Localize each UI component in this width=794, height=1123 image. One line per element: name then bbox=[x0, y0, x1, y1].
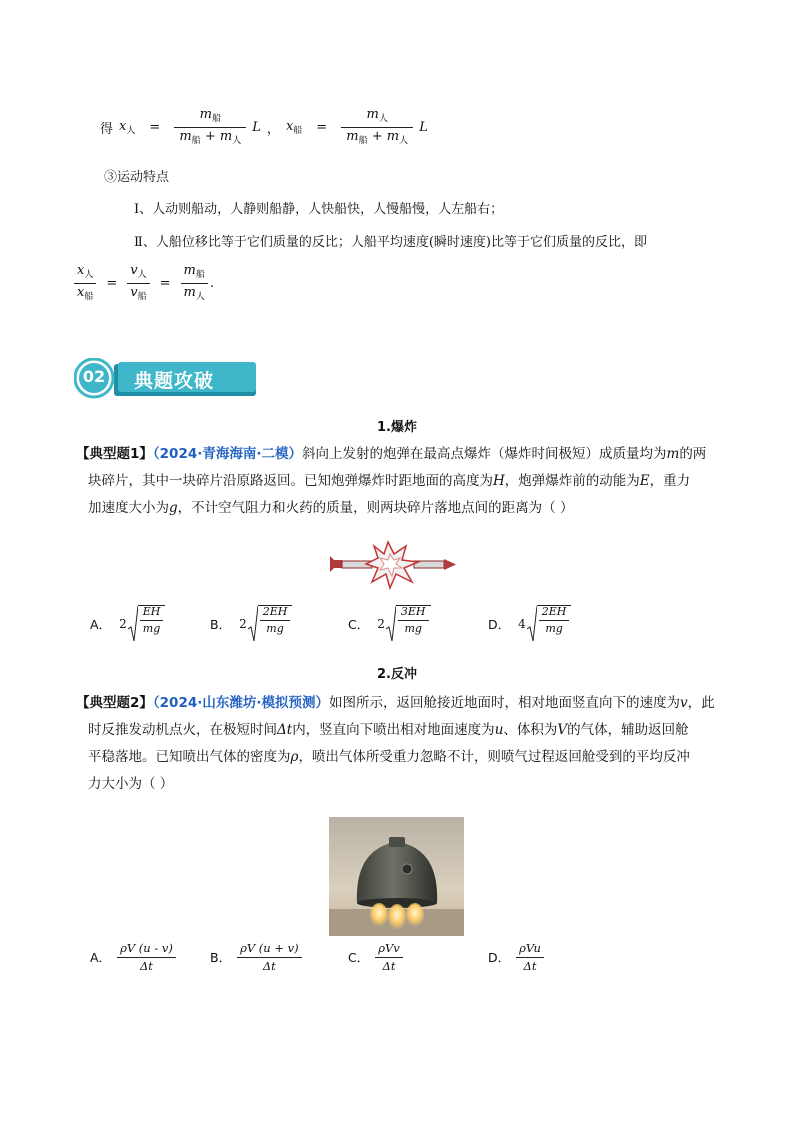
section-header bbox=[74, 358, 260, 400]
topic2-options bbox=[90, 942, 650, 982]
topic2-label: 【典型题2】 bbox=[76, 695, 153, 711]
equals-sign: = bbox=[149, 119, 161, 135]
topic2-option-b[interactable]: B． $\frac{\rho V (u + v)}{\Delta t}$ bbox=[210, 942, 302, 972]
topic1-option-a[interactable]: A． 2 $\frac{EH}{mg}$ bbox=[90, 605, 165, 643]
topic2-option-d[interactable]: D． $\frac{\text{ρVu}}{\Delta t}$ bbox=[488, 942, 544, 972]
comma: ， bbox=[266, 121, 280, 137]
sqrt-icon: $\frac{3EH}{mg}$ bbox=[386, 605, 431, 643]
ratio-formula-row bbox=[74, 264, 214, 303]
topic2-line-1: 【典型题2】（2024·山东潍坊·模拟预测）如图所示，返回舱接近地面时，相对地面竖直向下的速度为v，此 bbox=[76, 695, 715, 711]
length-symbol: L bbox=[252, 119, 261, 135]
topic1-line-2: 块碎片，其中一块碎片沿原路返回。已知炮弹爆炸时距地面的高度为H，炮弹爆炸前的动能为E，重力 bbox=[88, 473, 691, 489]
period: . bbox=[209, 275, 215, 291]
topic2-line-2: 时反推发动机点火，在极短时间Δt内，竖直向下喷出相对地面速度为u、体积为V的气体，辅助返回舱 bbox=[88, 722, 689, 738]
fraction-x-ratio: $\frac{x_人}{x_船}$ bbox=[74, 264, 96, 303]
topic1-line-3: 加速度大小为g，不计空气阻力和火药的质量，则两块碎片落地点间的距离为（ ） bbox=[88, 500, 574, 516]
topic2-line-3: 平稳落地。已知喷出气体的密度为ρ，喷出气体所受重力忽略不计，则喷气过程返回舱受到的平均反冲 bbox=[88, 749, 690, 765]
topic1-options bbox=[90, 605, 650, 651]
topic1-line-1: 【典型题1】（2024·青海海南·二模）斜向上发射的炮弹在最高点爆炸（爆炸时间极短）成质量均为m的两 bbox=[76, 446, 707, 462]
sqrt-icon: $\frac{2EH}{mg}$ bbox=[527, 605, 572, 643]
fraction-x-boat: $\frac{m_人}{m_船 + m_人}$ bbox=[341, 108, 413, 147]
return-capsule-graphic bbox=[329, 817, 464, 936]
fraction-x-person: $\frac{m_船}{m_船 + m_人}$ bbox=[174, 108, 246, 147]
topic1-option-c[interactable]: C． 2 $\frac{3EH}{mg}$ bbox=[348, 605, 431, 643]
x-person-symbol: $x_人$ bbox=[119, 118, 136, 136]
motion-point-1: Ⅰ、人动则船动，人静则船静，人快船快，人慢船慢，人左船右； bbox=[134, 202, 504, 217]
displacement-formula-row bbox=[100, 108, 428, 147]
topic2-line-4: 力大小为（ ） bbox=[88, 776, 174, 792]
sqrt-icon: $\frac{EH}{mg}$ bbox=[128, 605, 166, 643]
topic1-option-d[interactable]: D． 4 $\frac{2EH}{mg}$ bbox=[488, 605, 571, 643]
x-boat-symbol: $x_船$ bbox=[285, 118, 303, 136]
topic1-question bbox=[76, 441, 726, 522]
topic2-title: 2.反冲 bbox=[377, 667, 417, 682]
topic1-title: 1.爆炸 bbox=[377, 420, 417, 435]
equals-sign-2: = bbox=[316, 119, 328, 135]
return-capsule-image bbox=[329, 817, 464, 936]
section-title: 典题攻破 bbox=[134, 370, 215, 392]
fraction-v-ratio: $\frac{v_人}{v_船}$ bbox=[127, 264, 149, 303]
de-prefix: 得 bbox=[100, 121, 114, 137]
length-symbol-2: L bbox=[419, 119, 428, 135]
shell-explosion-figure bbox=[328, 538, 464, 592]
motion-point-2: Ⅱ、人船位移比等于它们质量的反比；人船平均速度(瞬时速度)比等于它们质量的反比，即 bbox=[134, 235, 647, 250]
motion-heading: ③运动特点 bbox=[104, 170, 170, 185]
topic1-option-b[interactable]: B． 2 $\frac{2EH}{mg}$ bbox=[210, 605, 292, 643]
topic2-option-c[interactable]: C． $\frac{\text{ρVv}}{\Delta t}$ bbox=[348, 942, 403, 972]
sqrt-icon: $\frac{2EH}{mg}$ bbox=[248, 605, 293, 643]
topic1-source: （2024·青海海南·二模） bbox=[152, 446, 302, 462]
shell-explosion-graphic bbox=[328, 538, 464, 592]
topic2-source: （2024·山东潍坊·模拟预测） bbox=[152, 695, 329, 711]
topic1-label: 【典型题1】 bbox=[76, 446, 153, 462]
equals-sign-4: = bbox=[159, 275, 171, 291]
equals-sign-3: = bbox=[106, 275, 118, 291]
topic2-option-a[interactable]: A． $\frac{\rho V (u - v)}{\Delta t}$ bbox=[90, 942, 176, 972]
section-number: 02 bbox=[82, 367, 106, 386]
fraction-m-ratio: $\frac{m_船}{m_人}$ bbox=[181, 264, 208, 303]
topic2-question bbox=[76, 690, 726, 798]
